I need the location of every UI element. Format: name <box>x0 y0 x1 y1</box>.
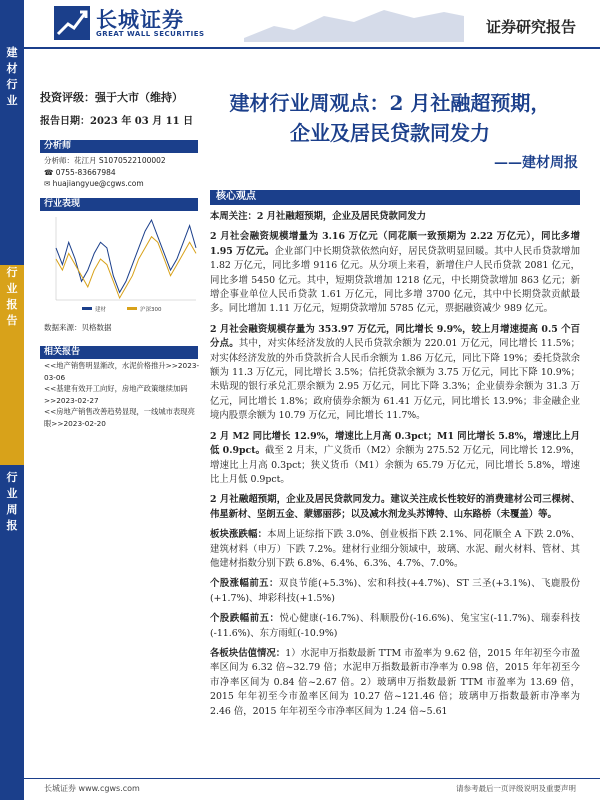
side-char: 行 <box>6 78 18 91</box>
title-line-1: 建材行业周观点：2 月社融超预期， <box>229 91 551 115</box>
page-header <box>24 0 600 47</box>
logo-text-en: GREAT WALL SECURITIES <box>96 30 205 38</box>
title-line-2: 企业及居民贷款同发力 <box>290 121 490 145</box>
paragraph-1-lead: 2 月社会融资规模增量为 3.16 万亿元（同花顺一致预期为 2.22 万亿元），同比多增 1.95 万亿元。 <box>210 231 580 257</box>
side-char: 业 <box>6 487 18 500</box>
logo-mark <box>54 6 90 40</box>
paragraph-7 <box>210 612 580 641</box>
side-char: 报 <box>6 519 18 532</box>
paragraph-1-text: 企业部门中长期贷款依然向好，居民贷款明显回暖。其中人民币贷款增加 1.82 万亿元，同比多增 9116 亿元。从分项上来看，新增住户人民币贷款 2081 亿元，同比多增 5450 亿元。其中，短期贷款增加 1218 亿元，中长期贷款增加 863 亿元；新增企事业单位人民币贷款 1.61 万亿元，同比多增 3700 亿元，其中中长期贷款贡献最多。同比增加 1.11 万亿元，短期贷款增加 5785 亿元，票据融资减少 989 亿元。 <box>210 245 580 315</box>
paragraph-4 <box>210 493 580 522</box>
side-char: 材 <box>6 62 18 75</box>
legend-swatch-building <box>82 307 92 310</box>
paragraph-7-text: 悦心健康(-16.7%)、科顺股份(-16.6%)、兔宝宝(-11.7%)、瑞泰科技(-11.6%)、东方雨虹(-10.9%) <box>210 613 580 639</box>
series-line-0 <box>56 220 196 292</box>
analyst-section-bar: 分析师 <box>40 140 198 153</box>
core-section-bar: 核心观点 <box>210 190 580 204</box>
side-char: 行 <box>6 266 18 279</box>
side-char: 业 <box>6 94 18 107</box>
focus-line: 本周关注：2 月社融超预期，企业及居民贷款同发力 <box>210 211 427 222</box>
side-char: 行 <box>6 471 18 484</box>
paragraph-1 <box>210 230 580 316</box>
paragraph-2-lead: 2 月社会融资规模存量为 353.97 万亿元，同比增长 9.9%，较上月增速提高 0.5 个百分点。 <box>210 323 580 350</box>
paragraph-3-lead: 2 月 M2 同比增长 12.9%，增速比上月高 0.3pct；M1 同比增长 5.8%，增速比上月低 0.9pct。 <box>210 430 580 457</box>
paragraph-3-text: 截至 2 月末，广义货币（M2）余额为 275.52 万亿元，同比增长 12.9%，增速比上月高 0.3pct；狭义货币（M1）余额为 65.79 万亿元，同比增长 5.8%，增速比上月低 0.9pct。 <box>210 445 580 485</box>
side-char: 告 <box>6 314 18 327</box>
analyst-phone <box>44 167 204 179</box>
analyst-email <box>44 178 204 190</box>
paragraph-2-text: 其中，对实体经济发放的人民币贷款余额为 220.01 万亿元，同比增长 11.5%；对实体经济发放的外币贷款折合人民币余额为 1.86 万亿元，同比下降 19%；委托贷款余额为 11.3 万亿元，同比增长 3.5%；信托贷款余额为 3.75 万亿元，同比下降 10.9%；未贴现的银行承兑汇票余额为 2.95 万亿元，同比下降 3.3%；企业债券余额为 31.3 万亿元，同比增长 1.8%；政府债券余额为 61.41 万亿元，同比增长 13.9%；非金融企业境内股票余额为 10.79 万亿元，同比增长 11.7%。 <box>210 338 580 422</box>
core-divider <box>210 204 580 205</box>
performance-section-bar: 行业表现 <box>40 198 198 211</box>
side-label-report <box>0 265 24 465</box>
footer-divider <box>24 778 600 779</box>
paragraph-8-text: 1）水泥申万指数最新 TTM 市盈率为 9.62 倍，2015 年年初至今市盈率区间为 6.32 倍~32.79 倍；水泥申万指数最新市净率为 0.98 倍，2015 年年初至今市净率区间为 0.84 倍~2.67 倍。2）玻璃申万指数最新 TTM 市盈率为 13.69 倍，2015 年年初至今市盈率区间为 10.27 倍~121.46 倍；玻璃申万指数最新市净率为 2.46 倍，2015 年年初至今市净率区间为 1.24 倍~5.61 <box>210 647 580 717</box>
related-section-bar: 相关报告 <box>40 346 198 359</box>
side-char: 报 <box>6 298 18 311</box>
related-reports <box>44 360 200 429</box>
core-body <box>210 210 580 725</box>
report-type: 证券研究报告 <box>485 18 576 36</box>
mail-icon: ✉ <box>44 179 53 188</box>
analyst-name: 分析师：花江月 S1070522100002 <box>44 156 166 165</box>
analyst-info <box>44 155 204 190</box>
paragraph-6-text: 双良节能(+5.3%)、宏和科技(+4.7%)、ST 三圣(+3.1%)、飞鹿股份(+1.7%)、坤彩科技(+1.5%) <box>210 578 580 604</box>
side-label-industry <box>0 45 24 255</box>
report-date: 报告日期：2023 年 03 月 11 日 <box>40 116 194 127</box>
paragraph-3 <box>210 430 580 488</box>
great-wall-watermark <box>244 4 464 42</box>
footer-url[interactable]: 长城证券 www.cgws.com <box>44 784 140 793</box>
footer-note: 请参考最后一页评级说明及重要声明 <box>456 784 576 793</box>
performance-chart <box>42 212 198 317</box>
investment-rating: 投资评级：强于大市（维持） <box>40 91 183 104</box>
analyst-email-text: huajiangyue@cgws.com <box>52 179 144 188</box>
paragraph-6 <box>210 577 580 606</box>
paragraph-5-label: 板块涨跌幅： <box>210 529 268 541</box>
side-char: 周 <box>6 503 18 516</box>
analyst-phone-text: 0755-83667984 <box>55 167 116 177</box>
side-label-weekly <box>0 470 24 800</box>
legend-swatch-csi300 <box>127 307 137 310</box>
related-report-item[interactable]: <<房地产销售改善趋势显现，一线城市表现亮眼>>2023-02-20 <box>44 407 195 428</box>
report-subtitle: ——建材周报 <box>494 155 578 171</box>
logo-text-cn: 长城证券 <box>96 7 184 32</box>
legend-label-csi300: 沪深300 <box>140 307 162 313</box>
side-char: 建 <box>6 46 18 59</box>
paragraph-5 <box>210 528 580 571</box>
chart-source: 数据来源：贝格数据 <box>44 323 112 332</box>
series-line-1 <box>56 237 196 298</box>
header-divider <box>24 47 600 49</box>
paragraph-8 <box>210 647 580 719</box>
report-title <box>200 88 580 148</box>
related-report-item[interactable]: <<地产销售明显渐改，水泥价格推升>>2023-03-06 <box>44 361 200 382</box>
paragraph-5-text: 本周上证综指下跌 3.0%、创业板指下跌 2.1%、同花顺全 A 下跌 2.0%、建筑材料（申万）下跌 7.2%。建材行业细分领域中，玻璃、水泥、耐火材料、管材、其他建材指数分别下跌 6.8%、6.4%、6.3%、4.7%、7.0%。 <box>210 529 580 569</box>
paragraph-7-label: 个股跌幅前五： <box>210 613 280 625</box>
legend-label-building: 建材 <box>95 307 107 313</box>
paragraph-6-label: 个股涨幅前五： <box>210 578 279 590</box>
performance-chart-svg <box>42 212 198 317</box>
related-report-item[interactable]: <<基建有效开工向好，房地产政策继续加码>>2023-02-27 <box>44 384 188 405</box>
phone-icon: ☎ <box>44 167 56 177</box>
paragraph-4-lead: 2 月社融超预期，企业及居民贷款同发力。建议关注成长性较好的消费建材公司三棵树、伟星新材、坚朗五金、蒙娜丽莎；以及减水剂龙头苏博特、山东路桥（未覆盖）等。 <box>210 494 580 520</box>
paragraph-8-label: 各板块估值情况： <box>210 647 286 659</box>
side-char: 业 <box>6 282 18 295</box>
paragraph-2 <box>210 323 580 424</box>
